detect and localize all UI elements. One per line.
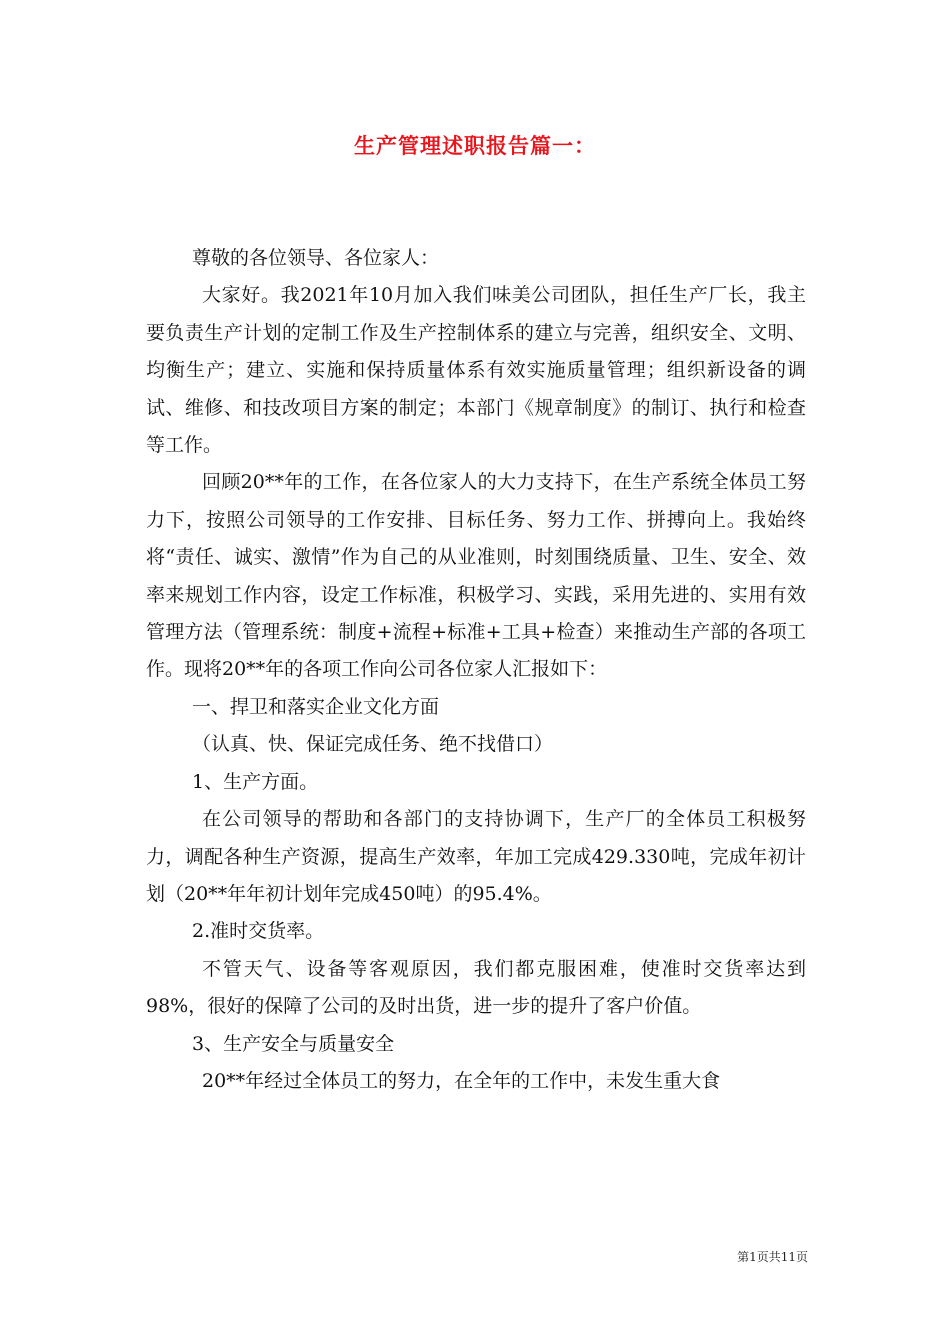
item-heading-production: 1、生产方面。 bbox=[192, 770, 319, 793]
section-subheading-motto: （认真、快、保证完成任务、绝不找借口） bbox=[192, 733, 554, 756]
paragraph-intro: 大家好。我2021年10月加入我们味美公司团队，担任生产厂长，我主要负责生产计划的定制工作及生产控制体系的建立与完善，组织安全、文明、均衡生产；建立、实施和保持质量体系有效实施质量管理；组织新设备的调试、维修、和技改项目方案的制定；本部门《规章制度》的制订、执行和检查等工作。 bbox=[146, 284, 806, 457]
item-heading-safety: 3、生产安全与质量安全 bbox=[192, 1032, 395, 1055]
paragraph-production: 在公司领导的帮助和各部门的支持协调下，生产厂的全体员工积极努力，调配各种生产资源，提高生产效率，年加工完成429.330吨，完成年初计划（20**年年初计划年完成450吨）的95.4%。 bbox=[146, 808, 806, 905]
section-heading-culture: 一、捍卫和落实企业文化方面 bbox=[192, 695, 440, 718]
paragraph-delivery: 不管天气、设备等客观原因，我们都克服困难，使准时交货率达到98%，很好的保障了公司的及时出货，进一步的提升了客户价值。 bbox=[146, 957, 806, 1018]
paragraph-review: 回顾20**年的工作，在各位家人的大力支持下，在生产系统全体员工努力下，按照公司领导的工作安排、目标任务、努力工作、拼搏向上。我始终将“责任、诚实、激情”作为自己的从业准则，时刻围绕质量、卫生、安全、效率来规划工作内容，设定工作标准，积极学习、实践，采用先进的、实用有效管理方法（管理系统：制度+流程+标准+工具+检查）来推动生产部的各项工作。现将20**年的各项工作向公司各位家人汇报如下： bbox=[146, 471, 806, 681]
item-heading-delivery: 2.准时交货率。 bbox=[192, 920, 325, 943]
document-body bbox=[146, 240, 806, 1100]
salutation: 尊敬的各位领导、各位家人： bbox=[192, 247, 440, 269]
page-title: 生产管理述职报告篇一： bbox=[354, 133, 596, 158]
page-number: 第1页共11页 bbox=[737, 1250, 808, 1264]
paragraph-safety: 20**年经过全体员工的努力，在全年的工作中，未发生重大食 bbox=[202, 1069, 721, 1092]
